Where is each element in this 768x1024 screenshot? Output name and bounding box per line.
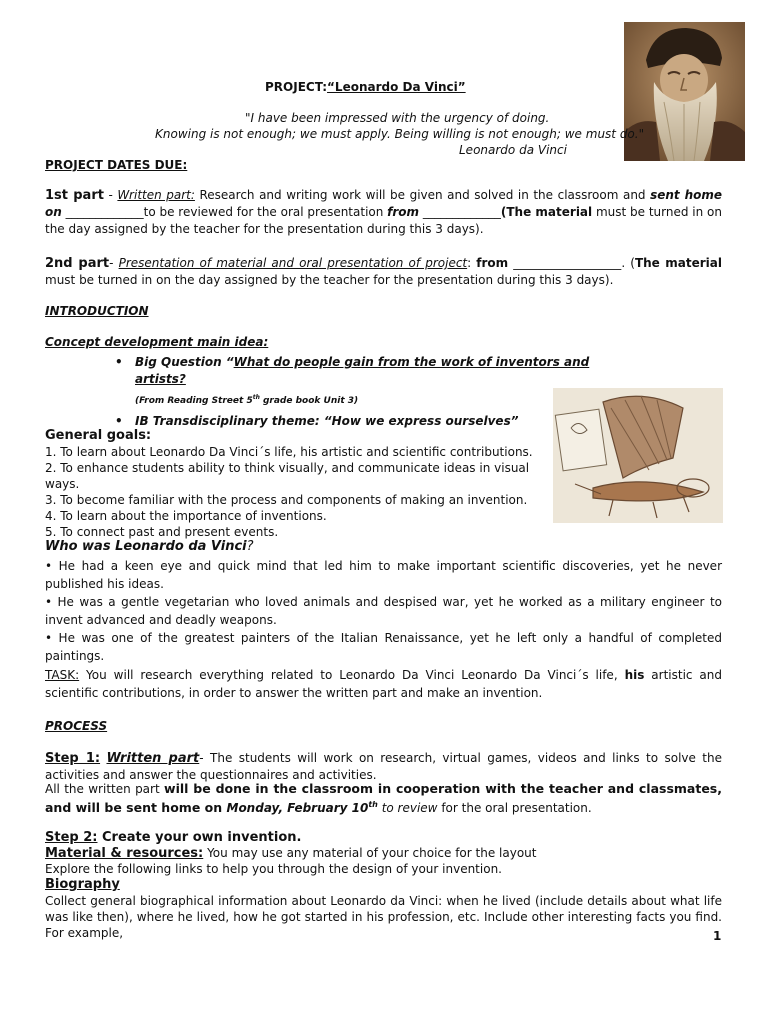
- part2-text: . (: [621, 256, 635, 270]
- part1-text: Research and writing work will be given and solved in the classroom and: [194, 188, 651, 202]
- source-sup: th: [252, 394, 260, 401]
- page-title: [265, 79, 466, 96]
- step1-label: Step 1:: [45, 751, 101, 766]
- part2-material: The material: [634, 256, 723, 270]
- part2-dash: -: [109, 256, 119, 270]
- part2-label: 2nd part: [45, 256, 110, 271]
- big-question-source: [135, 390, 595, 409]
- concept-item-ib-theme: [115, 413, 595, 430]
- task-label: TASK:: [45, 668, 80, 682]
- source-text: (From Reading Street 5: [135, 396, 253, 406]
- part1-text3: must be turned in on the day assigned by the teacher for the presentation during this 3 days).: [45, 205, 722, 236]
- big-question-link: What do people gain from the work of inventors and artists?: [135, 355, 590, 386]
- part1-paragraph: [45, 187, 722, 238]
- who-item: • He had a keen eye and quick mind that led him to make important scientific discoveries, yet he never published his ideas.: [45, 559, 722, 591]
- page-number: 1: [713, 929, 722, 943]
- goal-item: 1. To learn about Leonardo Da Vinci´s life, his artistic and scientific contributions.: [45, 445, 533, 459]
- concept-item-big-question: [115, 354, 595, 409]
- process-heading: PROCESS: [45, 719, 108, 733]
- title-prefix: PROJECT:: [265, 80, 328, 94]
- who-heading: [45, 538, 254, 555]
- explore-line: Explore the following links to help you through the design of your invention.: [45, 862, 502, 876]
- part2-paragraph: [45, 255, 722, 289]
- who-item: • He was one of the greatest painters of the Italian Renaissance, yet he left only a handful of completed paintings.: [45, 631, 722, 663]
- task-bold: his: [624, 668, 645, 682]
- part1-link: Written part:: [117, 188, 195, 202]
- goal-item: 5. To connect past and present events.: [45, 525, 279, 539]
- quote-line-2: Knowing is not enough; we must apply. Being willing is not enough; we must do.": [155, 127, 645, 141]
- step1-text: The students will work on research, virtual games, videos and links to solve the activities and answer the questionnaires and activities.: [45, 751, 722, 782]
- quote-author: Leonardo da Vinci: [459, 143, 567, 157]
- step1-line2a: All the written part: [45, 782, 165, 796]
- title-main: “Leonardo Da Vinci”: [327, 80, 466, 94]
- goal-item: 3. To become familiar with the process and components of making an invention.: [45, 493, 528, 507]
- task-text: You will research everything related to Leonardo Da Vinci Leonardo Da Vinci´s life,: [79, 668, 625, 682]
- who-heading-text: Who was Leonardo da Vinci: [45, 539, 247, 554]
- task-text2: artistic and scientific contributions, in order to answer the written part and make an invention.: [45, 668, 723, 700]
- part2-blank: __________________: [508, 256, 622, 270]
- part2-link: Presentation of material and oral presentation of project: [118, 256, 468, 270]
- material-text: You may use any material of your choice for the layout: [203, 846, 537, 860]
- step1-line2: [45, 781, 722, 816]
- step1-date-sup: th: [368, 800, 378, 809]
- part1-text2: to be reviewed for the oral presentation: [143, 205, 388, 219]
- step2-line: [45, 829, 301, 846]
- part1-from: from: [387, 205, 420, 219]
- part1-dash: -: [103, 188, 118, 202]
- flying-machine-image: [553, 388, 723, 523]
- part1-blank2: _____________: [419, 205, 501, 219]
- biography-text: Collect general biographical information about Leonardo da Vinci: when he lived (include details about what life was like then), where he lived, how he got started in his profession, etc. Include other interesting facts you find. For example,: [45, 894, 722, 940]
- part2-colon: :: [467, 256, 477, 270]
- goal-item: 2. To enhance students ability to think visually, and communicate ideas in visual ways.: [45, 461, 530, 491]
- dates-heading: PROJECT DATES DUE:: [45, 158, 188, 172]
- part1-label: 1st part: [45, 188, 104, 203]
- part2-text2: must be turned in on the day assigned by the teacher for the presentation during this 3 days).: [45, 273, 614, 287]
- step1-end: for the oral presentation.: [437, 801, 592, 815]
- source-text-2: grade book Unit 3): [259, 396, 359, 406]
- step1-dash: -: [199, 751, 211, 765]
- part1-blank1: _____________: [65, 205, 144, 219]
- step2-title: Create your own invention.: [97, 830, 302, 845]
- step2-label: Step 2:: [45, 830, 98, 845]
- step1-title: Written part: [106, 751, 200, 766]
- big-question-prefix: Big Question “: [135, 355, 234, 369]
- introduction-heading: INTRODUCTION: [45, 304, 149, 318]
- concept-list: [115, 354, 595, 430]
- step1-line2b: will be done in the classroom in cooperation with the teacher and classmates, and will be sent home on: [45, 781, 722, 815]
- concept-heading: Concept development main idea:: [45, 335, 269, 349]
- biography-heading: Biography: [45, 877, 120, 892]
- goals-list: [45, 444, 545, 540]
- who-list: [45, 557, 722, 665]
- step1-review: to review: [377, 801, 438, 815]
- task-paragraph: [45, 666, 722, 702]
- material-label: Material & resources:: [45, 846, 204, 861]
- who-item: • He was a gentle vegetarian who loved animals and despised war, yet he worked as a military engineer to invent advanced and deadly weapons.: [45, 595, 722, 627]
- material-line: [45, 845, 536, 862]
- goal-item: 4. To learn about the importance of inventions.: [45, 509, 327, 523]
- step1-paragraph: [45, 750, 722, 783]
- ib-theme: IB Transdisciplinary theme: “How we express ourselves”: [135, 414, 519, 428]
- goals-heading: General goals:: [45, 428, 152, 443]
- quote-line-1: "I have been impressed with the urgency of doing.: [245, 111, 550, 125]
- step1-date: Monday, February 10: [226, 801, 369, 815]
- part1-material: (The material: [500, 205, 593, 219]
- who-heading-q: ?: [246, 539, 254, 554]
- part1-sent-home: sent home on: [45, 188, 722, 219]
- part2-from: from: [476, 256, 509, 270]
